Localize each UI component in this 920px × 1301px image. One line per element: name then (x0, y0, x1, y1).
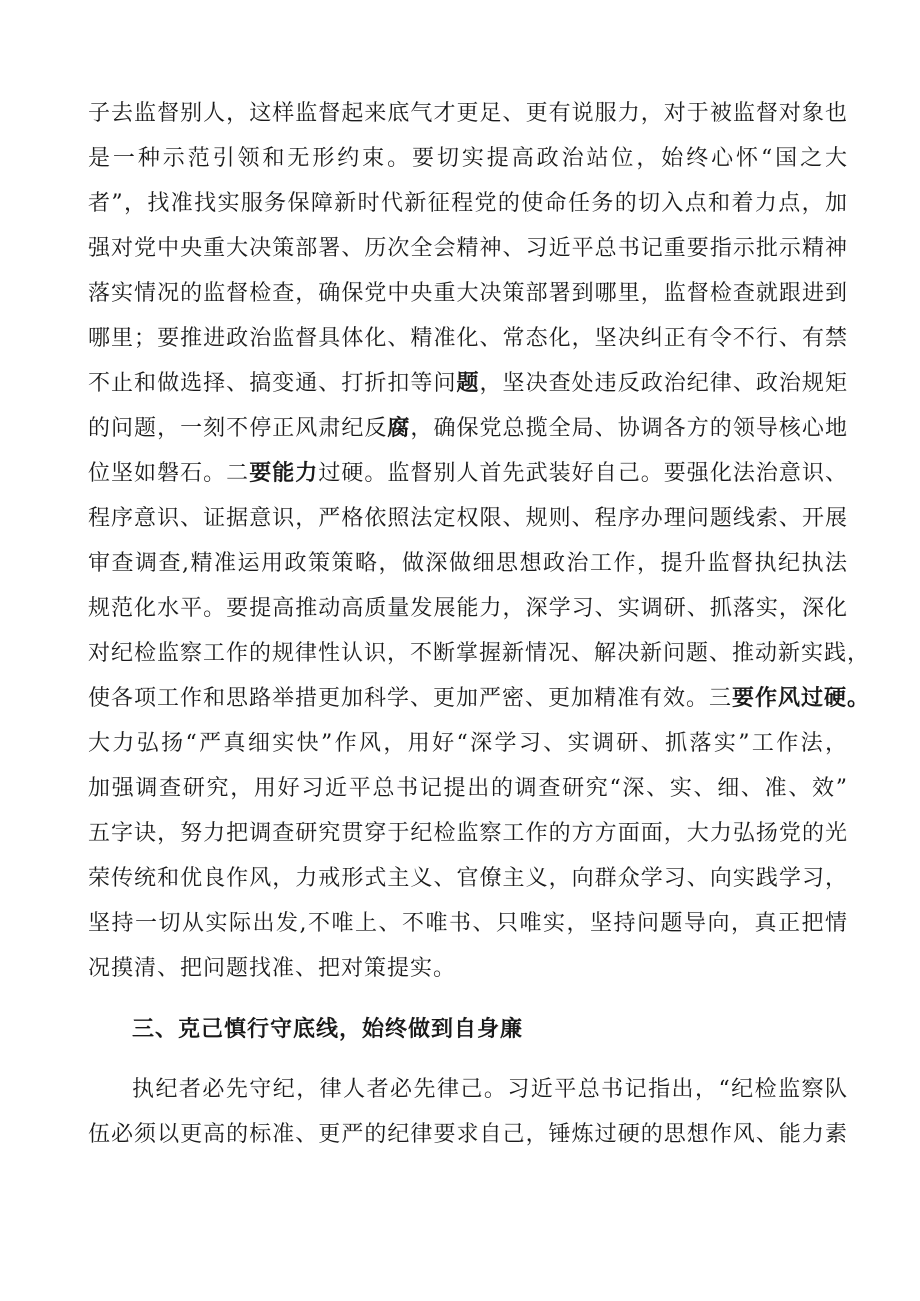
paragraph-line: 审查调查,精准运用政策策略，做深做细思想政治工作，提升监督执纪执法 (88, 551, 848, 576)
paragraph-line: 加强调查研究，用好习近平总书记提出的调查研究“深、实、细、准、效” (88, 776, 848, 801)
section-heading: 三、克己慎行守底线，始终做到自身廉 (132, 1017, 524, 1042)
paragraph-line (88, 364, 848, 404)
text-run: 过硬。监督别人首先武装好自己。要强化法治意识、 (318, 461, 848, 486)
text-run: 位坚如磐石。二 (88, 461, 250, 486)
bold-text-run: 要能力 (249, 461, 319, 486)
paragraph-line: 况摸清、把问题找准、把对策提实。 (88, 956, 457, 981)
paragraph-line: 哪里；要推进政治监督具体化、精准化、常态化，坚决纠正有令不行、有禁 (88, 326, 848, 351)
text-run: ，确保党总揽全局、协调各方的领导核心地 (410, 416, 848, 441)
paragraph-line: 荣传统和优良作风，力戒形式主义、官僚主义，向群众学习、向实践学习， (88, 866, 848, 891)
paragraph-line (88, 454, 848, 494)
bold-text-run: 题 (456, 371, 480, 396)
paragraph-line (88, 409, 848, 449)
paragraph-line: 规范化水平。要提高推动高质量发展能力，深学习、实调研、抓落实，深化 (88, 596, 848, 621)
paragraph-line: 是一种示范引领和无形约束。要切实提高政治站位，始终心怀“国之大 (88, 146, 848, 171)
paragraph-line (88, 679, 871, 719)
paragraph-line: 伍必须以更高的标准、更严的纪律要求自己，锤炼过硬的思想作风、能力素 (88, 1122, 848, 1147)
paragraph-line: 五字诀，努力把调查研究贯穿于纪检监察工作的方方面面，大力弘扬党的光 (88, 821, 848, 846)
paragraph-line: 者”，找准找实服务保障新时代新征程党的使命任务的切入点和着力点，加 (88, 191, 848, 216)
text-run: 的问题，一刻不停正风肃纪反 (88, 416, 388, 441)
paragraph-line: 子去监督别人，这样监督起来底气才更足、更有说服力，对于被监督对象也 (88, 101, 848, 126)
paragraph-line: 落实情况的监督检查，确保党中央重大决策部署到哪里，监督检查就跟进到 (88, 281, 848, 306)
paragraph-line: 大力弘扬“严真细实快”作风，用好“深学习、实调研、抓落实”工作法， (88, 731, 848, 756)
text-run: 使各项工作和思路举措更加科学、更加严密、更加精准有效。三 (88, 686, 733, 711)
text-run: ，坚决查处违反政治纪律、政治规矩 (479, 371, 848, 396)
paragraph-line: 对纪检监察工作的规律性认识，不断掌握新情况、解决新问题、推动新实践， (88, 641, 871, 666)
paragraph-line: 执纪者必先守纪，律人者必先律己。习近平总书记指出，“纪检监察队 (132, 1077, 848, 1102)
paragraph-line: 程序意识、证据意识，严格依照法定权限、规则、程序办理问题线索、开展 (88, 506, 848, 531)
text-run: 不止和做选择、搞变通、打折扣等问 (88, 371, 457, 396)
bold-text-run: 要作风过硬。 (732, 686, 871, 711)
paragraph-line: 强对党中央重大决策部署、历次全会精神、习近平总书记重要指示批示精神 (88, 236, 848, 261)
paragraph-line: 坚持一切从实际出发,不唯上、不唯书、只唯实，坚持问题导向，真正把情 (88, 911, 848, 936)
bold-text-run: 腐 (387, 416, 411, 441)
